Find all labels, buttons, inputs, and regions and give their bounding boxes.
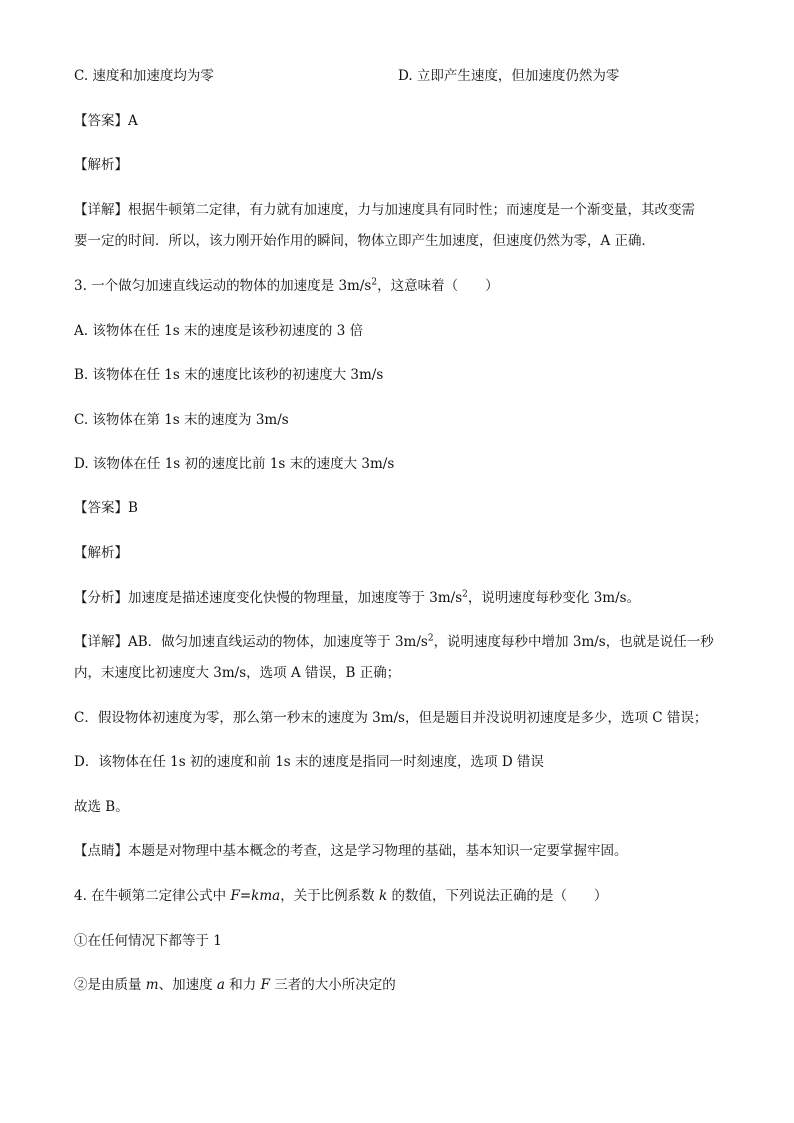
fenxi-text-end: ，说明速度每秒变化 3m/s。 [467, 590, 641, 606]
q3-dianjing [74, 842, 628, 860]
q2-detail-line2: 要一定的时间．所以，该力刚开始作用的瞬间，物体立即产生加速度，但速度仍然为零，A 正确． [74, 233, 656, 249]
q3-option-c: C. 该物体在第 1s 末的速度为 3m/s [74, 412, 289, 428]
q3-detail-d: D．该物体在任 1s 初的速度和前 1s 末的速度是指同一时刻速度，选项 D 错误 [74, 754, 544, 770]
q4-item-1: ①在任何情况下都等于 1 [74, 933, 222, 949]
analysis-tag: 【解析】 [74, 157, 128, 173]
symbol-F: F [260, 977, 270, 993]
q4-item-2 [74, 976, 396, 994]
q3-option-b: B. 该物体在任 1s 末的速度比该秒的初速度大 3m/s [74, 367, 384, 383]
formula: F=kma [230, 888, 281, 904]
symbol-k: k [378, 888, 388, 904]
superscript: 2 [462, 589, 468, 600]
item-text-end: 三者的大小所决定的 [269, 977, 396, 993]
fenxi-tag: 【分析】 [74, 590, 128, 606]
q3-fenxi [74, 589, 640, 607]
q2-option-c: C. 速度和加速度均为零 [74, 68, 214, 84]
stem-text: 3. 一个做匀加速直线运动的物体的加速度是 3m/s [74, 278, 372, 294]
q3-answer [74, 499, 138, 517]
superscript: 2 [371, 277, 378, 288]
q3-analysis-tag [74, 544, 128, 562]
q3-option-d: D. 该物体在任 1s 初的速度比前 1s 末的速度大 3m/s [74, 456, 395, 472]
detail-text-end: ，说明速度每秒中增加 3m/s，也就是说任一秒 [433, 634, 714, 650]
stem-text: 4. 在牛顿第二定律公式中 [74, 888, 231, 904]
answer-value: A [128, 113, 138, 129]
q3-stem [74, 277, 499, 295]
q3-detail-c: C．假设物体初速度为零，那么第一秒末的速度为 3m/s，但是题目并没说明初速度是多少，选项 C 错误； [74, 710, 708, 726]
item-text-mid2: 和力 [224, 977, 261, 993]
q3-detail-line2: 内，末速度比初速度大 3m/s，选项 A 错误，B 正确； [74, 665, 401, 681]
q3-option-a: A. 该物体在任 1s 末的速度是该秒初速度的 3 倍 [74, 323, 364, 339]
answer-tag: 【答案】 [74, 500, 128, 516]
fenxi-text: 加速度是描述速度变化快慢的物理量，加速度等于 3m/s [128, 590, 463, 606]
superscript: 2 [427, 633, 434, 644]
q3-conclusion: 故选 B。 [74, 799, 129, 815]
detail-tag: 【详解】 [74, 634, 128, 650]
dianjing-tag: 【点睛】 [74, 843, 128, 859]
q3-detail-line1 [74, 633, 714, 651]
q2-answer [74, 112, 138, 130]
answer-tag: 【答案】 [74, 113, 128, 129]
q2-option-d: D. 立即产生速度，但加速度仍然为零 [398, 68, 620, 84]
q2-analysis-tag [74, 156, 128, 174]
dianjing-text: 本题是对物理中基本概念的考查，这是学习物理的基础，基本知识一定要掌握牢固。 [128, 843, 628, 859]
item-text: ②是由质量 [74, 977, 146, 993]
analysis-tag: 【解析】 [74, 545, 128, 561]
q4-stem [74, 887, 607, 905]
item-text-mid: 、加速度 [158, 977, 217, 993]
stem-text-end: 的数值，下列说法正确的是（ ） [387, 888, 608, 904]
answer-value: B [128, 500, 138, 516]
detail-tag: 【详解】 [74, 202, 128, 218]
detail-text: 根据牛顿第二定律，有力就有加速度，力与加速度具有同时性；而速度是一个渐变量，其改变需 [128, 202, 695, 218]
symbol-m: m [145, 977, 159, 993]
stem-text-end: ，这意味着（ ） [377, 278, 499, 294]
symbol-a: a [216, 977, 225, 993]
q2-detail-line1 [74, 201, 695, 219]
stem-text-mid: ，关于比例系数 [280, 888, 379, 904]
detail-text: AB．做匀加速直线运动的物体，加速度等于 3m/s [128, 634, 428, 650]
